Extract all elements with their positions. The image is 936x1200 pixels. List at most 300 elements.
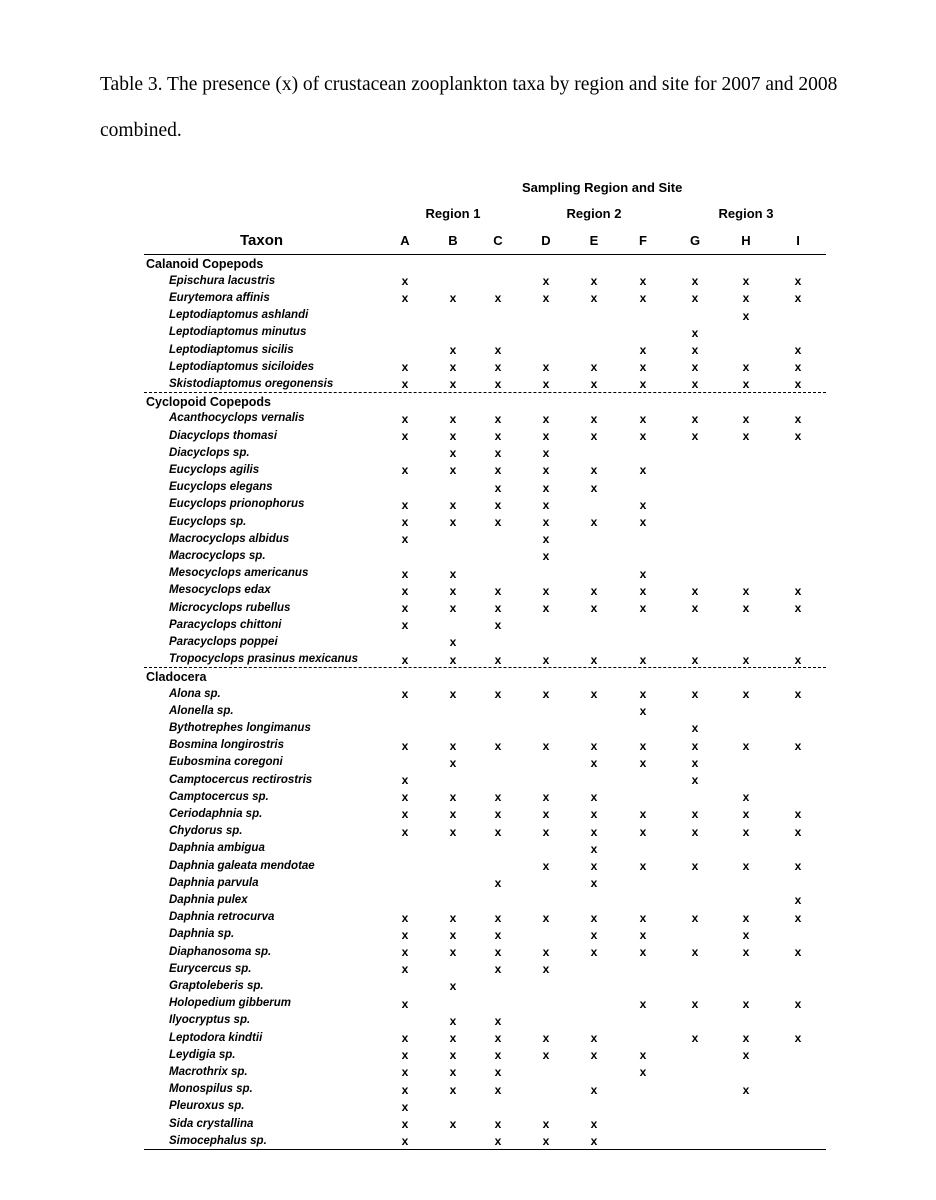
presence-mark: x <box>590 945 598 959</box>
presence-mark: x <box>401 1031 409 1045</box>
presence-mark: x <box>542 1048 550 1063</box>
presence-mark: x <box>401 687 409 701</box>
presence-mark: x <box>542 446 550 461</box>
presence-mark: x <box>590 790 598 805</box>
presence-mark: x <box>639 601 647 615</box>
taxon-name: Graptoleberis sp. <box>169 979 264 992</box>
presence-mark: x <box>639 429 647 443</box>
presence-mark: x <box>494 429 502 443</box>
presence-mark: x <box>590 910 598 925</box>
presence-mark: x <box>401 652 409 667</box>
presence-mark: x <box>794 652 802 667</box>
presence-mark: x <box>691 652 699 667</box>
presence-mark: x <box>639 343 647 357</box>
presence-mark: x <box>449 291 457 306</box>
presence-mark: x <box>590 1082 598 1097</box>
presence-mark: x <box>401 497 409 512</box>
presence-mark: x <box>494 652 502 667</box>
presence-mark: x <box>639 497 647 512</box>
presence-mark: x <box>542 807 550 822</box>
presence-mark: x <box>542 515 550 529</box>
site-header-b: B <box>448 233 458 248</box>
presence-mark: x <box>691 377 699 392</box>
presence-mark: x <box>449 652 457 667</box>
taxon-name: Daphnia ambigua <box>169 842 265 855</box>
presence-mark: x <box>691 738 699 753</box>
taxon-name: Leptodiaptomus minutus <box>169 326 307 339</box>
presence-mark: x <box>590 859 598 873</box>
presence-mark: x <box>494 377 502 392</box>
presence-mark: x <box>449 343 457 357</box>
presence-mark: x <box>742 583 750 598</box>
taxon-name: Alonella sp. <box>169 704 234 717</box>
site-header-a: A <box>400 233 410 248</box>
presence-mark: x <box>542 583 550 598</box>
taxon-name: Bosmina longirostris <box>169 739 285 752</box>
taxon-name: Daphnia galeata mendotae <box>169 859 315 872</box>
presence-mark: x <box>590 377 598 392</box>
presence-mark: x <box>590 515 598 529</box>
presence-mark: x <box>401 807 409 822</box>
presence-mark: x <box>590 824 598 839</box>
group-divider <box>144 392 826 393</box>
presence-mark: x <box>494 945 502 959</box>
taxon-name: Macrocyclops albidus <box>169 532 290 545</box>
presence-mark: x <box>639 996 647 1011</box>
presence-mark: x <box>449 497 457 512</box>
presence-mark: x <box>794 377 802 392</box>
presence-mark: x <box>742 910 750 925</box>
presence-mark: x <box>794 738 802 753</box>
presence-mark: x <box>401 945 409 959</box>
presence-mark: x <box>449 463 457 478</box>
presence-mark: x <box>639 515 647 529</box>
taxon-name: Eurytemora affinis <box>169 291 270 304</box>
presence-mark: x <box>639 704 647 719</box>
presence-mark: x <box>639 360 647 375</box>
presence-mark: x <box>494 497 502 512</box>
taxon-name: Bythotrephes longimanus <box>169 721 311 734</box>
presence-mark: x <box>449 790 457 805</box>
presence-mark: x <box>590 652 598 667</box>
presence-mark: x <box>794 807 802 822</box>
presence-mark: x <box>494 480 502 495</box>
presence-mark: x <box>794 274 802 289</box>
taxon-name: Tropocyclops prasinus mexicanus <box>169 653 358 666</box>
presence-mark: x <box>449 910 457 925</box>
presence-mark: x <box>639 411 647 426</box>
presence-mark: x <box>590 480 598 495</box>
presence-mark: x <box>639 738 647 753</box>
presence-mark: x <box>401 618 409 633</box>
presence-mark: x <box>449 566 457 581</box>
presence-mark: x <box>401 411 409 426</box>
region-header-2: Region 2 <box>566 206 622 221</box>
presence-mark: x <box>494 687 502 701</box>
presence-mark: x <box>691 343 699 357</box>
presence-mark: x <box>639 945 647 959</box>
presence-mark: x <box>449 1031 457 1045</box>
presence-mark: x <box>590 1048 598 1063</box>
presence-mark: x <box>401 429 409 443</box>
presence-mark: x <box>794 859 802 873</box>
presence-mark: x <box>449 927 457 942</box>
presence-mark: x <box>401 1099 409 1114</box>
presence-mark: x <box>742 291 750 306</box>
presence-mark: x <box>449 1082 457 1097</box>
taxon-name: Leydigia sp. <box>169 1048 236 1061</box>
presence-mark: x <box>639 1065 647 1080</box>
presence-mark: x <box>494 360 502 375</box>
taxon-name: Leptodiaptomus ashlandi <box>169 309 309 322</box>
presence-mark: x <box>794 601 802 615</box>
presence-mark: x <box>794 824 802 839</box>
presence-mark: x <box>590 583 598 598</box>
site-header-g: G <box>689 233 701 248</box>
presence-mark: x <box>590 1134 598 1149</box>
presence-mark: x <box>542 480 550 495</box>
presence-mark: x <box>494 738 502 753</box>
presence-mark: x <box>449 446 457 461</box>
presence-mark: x <box>691 274 699 289</box>
presence-mark: x <box>494 1065 502 1080</box>
presence-mark: x <box>401 927 409 942</box>
presence-mark: x <box>401 291 409 306</box>
taxon-name: Pleuroxus sp. <box>169 1100 245 1113</box>
presence-mark: x <box>542 962 550 977</box>
presence-mark: x <box>494 463 502 478</box>
presence-mark: x <box>639 652 647 667</box>
presence-mark: x <box>590 841 598 856</box>
presence-mark: x <box>401 583 409 598</box>
region-header-3: Region 3 <box>718 206 774 221</box>
site-header-h: H <box>741 233 751 248</box>
presence-mark: x <box>590 876 598 891</box>
presence-mark: x <box>742 360 750 375</box>
presence-mark: x <box>742 738 750 753</box>
presence-mark: x <box>494 876 502 891</box>
presence-mark: x <box>449 738 457 753</box>
presence-mark: x <box>794 429 802 443</box>
presence-mark: x <box>401 1134 409 1149</box>
taxon-name: Daphnia retrocurva <box>169 911 275 924</box>
presence-mark: x <box>401 738 409 753</box>
presence-mark: x <box>691 687 699 701</box>
taxon-name: Diacyclops thomasi <box>169 429 278 442</box>
presence-mark: x <box>794 1031 802 1045</box>
presence-mark: x <box>691 601 699 615</box>
presence-mark: x <box>691 996 699 1011</box>
presence-mark: x <box>542 532 550 547</box>
taxon-name: Simocephalus sp. <box>169 1134 267 1147</box>
taxon-name: Macrothrix sp. <box>169 1065 248 1078</box>
presence-mark: x <box>542 687 550 701</box>
taxon-name: Mesocyclops edax <box>169 584 271 597</box>
presence-mark: x <box>542 549 550 564</box>
taxon-name: Daphnia pulex <box>169 893 248 906</box>
presence-mark: x <box>449 635 457 650</box>
presence-mark: x <box>542 824 550 839</box>
taxon-name: Eucyclops elegans <box>169 481 273 494</box>
presence-mark: x <box>401 1117 409 1131</box>
taxon-name: Diacyclops sp. <box>169 446 250 459</box>
presence-mark: x <box>794 291 802 306</box>
presence-mark: x <box>742 859 750 873</box>
presence-mark: x <box>639 927 647 942</box>
presence-mark: x <box>590 601 598 615</box>
presence-mark: x <box>742 807 750 822</box>
presence-mark: x <box>542 497 550 512</box>
presence-mark: x <box>401 790 409 805</box>
presence-mark: x <box>542 652 550 667</box>
presence-mark: x <box>401 1065 409 1080</box>
taxon-name: Chydorus sp. <box>169 825 243 838</box>
presence-mark: x <box>449 1048 457 1063</box>
presence-mark: x <box>401 377 409 392</box>
presence-mark: x <box>449 411 457 426</box>
group-divider <box>144 667 826 668</box>
presence-mark: x <box>542 601 550 615</box>
presence-mark: x <box>691 360 699 375</box>
presence-mark: x <box>449 1013 457 1028</box>
presence-mark: x <box>494 601 502 615</box>
table-caption: Table 3. The presence (x) of crustacean zooplankton taxa by region and site for 2007 and 2008 combined. <box>100 74 838 141</box>
presence-mark: x <box>794 996 802 1011</box>
presence-mark: x <box>590 360 598 375</box>
taxon-name: Paracyclops chittoni <box>169 618 282 631</box>
presence-mark: x <box>590 463 598 478</box>
presence-mark: x <box>639 463 647 478</box>
presence-mark: x <box>494 618 502 633</box>
presence-mark: x <box>590 687 598 701</box>
presence-mark: x <box>494 1082 502 1097</box>
site-header-i: I <box>796 233 800 248</box>
taxon-name: Leptodiaptomus siciloides <box>169 360 315 373</box>
taxon-name: Eucyclops prionophorus <box>169 498 305 511</box>
presence-mark: x <box>794 945 802 959</box>
presence-mark: x <box>742 687 750 701</box>
taxon-name: Daphnia sp. <box>169 928 235 941</box>
presence-mark: x <box>542 1031 550 1045</box>
presence-mark: x <box>794 687 802 701</box>
presence-mark: x <box>590 1117 598 1131</box>
presence-mark: x <box>639 566 647 581</box>
presence-mark: x <box>590 738 598 753</box>
presence-mark: x <box>691 583 699 598</box>
presence-mark: x <box>401 566 409 581</box>
presence-mark: x <box>449 360 457 375</box>
presence-mark: x <box>691 859 699 873</box>
site-header-f: F <box>639 233 647 248</box>
presence-mark: x <box>742 790 750 805</box>
presence-mark: x <box>794 910 802 925</box>
taxon-name: Sida crystallina <box>169 1117 254 1130</box>
presence-mark: x <box>494 1031 502 1045</box>
presence-mark: x <box>639 274 647 289</box>
presence-mark: x <box>494 411 502 426</box>
presence-mark: x <box>542 274 550 289</box>
presence-mark: x <box>639 755 647 770</box>
taxon-name: Eucyclops agilis <box>169 463 260 476</box>
taxon-name: Epischura lacustris <box>169 274 276 287</box>
presence-mark: x <box>742 927 750 942</box>
presence-mark: x <box>691 721 699 736</box>
presence-mark: x <box>494 1134 502 1149</box>
group-heading: Calanoid Copepods <box>146 257 264 271</box>
presence-mark: x <box>590 274 598 289</box>
presence-mark: x <box>639 859 647 873</box>
site-header-c: C <box>493 233 503 248</box>
presence-mark: x <box>742 274 750 289</box>
presence-mark: x <box>401 910 409 925</box>
presence-mark: x <box>449 979 457 994</box>
presence-mark: x <box>542 945 550 959</box>
presence-mark: x <box>639 807 647 822</box>
region-header-1: Region 1 <box>425 206 481 221</box>
header-rule <box>144 254 826 255</box>
presence-mark: x <box>449 601 457 615</box>
presence-mark: x <box>542 377 550 392</box>
presence-mark: x <box>401 463 409 478</box>
presence-mark: x <box>542 1117 550 1131</box>
presence-mark: x <box>542 859 550 873</box>
presence-mark: x <box>542 790 550 805</box>
presence-mark: x <box>401 962 409 977</box>
presence-mark: x <box>794 343 802 357</box>
presence-mark: x <box>449 377 457 392</box>
taxon-name: Alona sp. <box>169 687 221 700</box>
presence-mark: x <box>494 515 502 529</box>
presence-mark: x <box>691 1031 699 1045</box>
presence-mark: x <box>590 429 598 443</box>
presence-mark: x <box>494 446 502 461</box>
presence-mark: x <box>639 1048 647 1063</box>
presence-mark: x <box>494 583 502 598</box>
presence-mark: x <box>742 1082 750 1097</box>
presence-mark: x <box>742 308 750 323</box>
taxon-name: Diaphanosoma sp. <box>169 945 272 958</box>
presence-mark: x <box>494 1048 502 1063</box>
presence-mark: x <box>742 601 750 615</box>
presence-mark: x <box>401 1048 409 1063</box>
taxon-column-header: Taxon <box>240 232 284 249</box>
presence-mark: x <box>590 807 598 822</box>
presence-mark: x <box>494 807 502 822</box>
taxon-name: Microcyclops rubellus <box>169 601 291 614</box>
presence-mark: x <box>742 411 750 426</box>
presence-mark: x <box>639 687 647 701</box>
taxon-name: Acanthocyclops vernalis <box>169 412 305 425</box>
presence-mark: x <box>639 824 647 839</box>
presence-mark: x <box>449 807 457 822</box>
presence-mark: x <box>794 893 802 908</box>
group-heading: Cyclopoid Copepods <box>146 394 271 409</box>
presence-mark: x <box>542 360 550 375</box>
taxon-name: Holopedium gibberum <box>169 997 292 1010</box>
taxon-name: Monospilus sp. <box>169 1083 253 1096</box>
presence-mark: x <box>590 411 598 426</box>
presence-mark: x <box>401 601 409 615</box>
presence-mark: x <box>590 1031 598 1045</box>
presence-mark: x <box>542 738 550 753</box>
taxon-name: Leptodiaptomus sicilis <box>169 343 294 356</box>
taxon-name: Eucyclops sp. <box>169 515 247 528</box>
taxon-name: Ilyocryptus sp. <box>169 1014 251 1027</box>
taxon-name: Eurycercus sp. <box>169 962 252 975</box>
presence-mark: x <box>449 583 457 598</box>
presence-mark: x <box>401 1082 409 1097</box>
presence-mark: x <box>401 360 409 375</box>
presence-mark: x <box>691 807 699 822</box>
presence-mark: x <box>691 824 699 839</box>
presence-mark: x <box>449 945 457 959</box>
taxon-name: Paracyclops poppei <box>169 635 278 648</box>
table-bottom-rule <box>144 1149 826 1150</box>
presence-mark: x <box>449 687 457 701</box>
presence-mark: x <box>449 1117 457 1131</box>
presence-mark: x <box>494 910 502 925</box>
taxon-name: Eubosmina coregoni <box>169 756 283 769</box>
taxon-name: Daphnia parvula <box>169 876 259 889</box>
presence-mark: x <box>494 291 502 306</box>
presence-mark: x <box>494 962 502 977</box>
table-supertitle: Sampling Region and Site <box>522 180 683 195</box>
presence-mark: x <box>449 515 457 529</box>
presence-mark: x <box>494 1013 502 1028</box>
group-heading: Cladocera <box>146 669 207 684</box>
presence-mark: x <box>590 291 598 306</box>
taxon-name: Macrocyclops sp. <box>169 549 266 562</box>
presence-mark: x <box>691 325 699 340</box>
taxon-name: Ceriodaphnia sp. <box>169 807 263 820</box>
presence-mark: x <box>590 755 598 770</box>
presence-mark: x <box>401 824 409 839</box>
presence-mark: x <box>639 583 647 598</box>
site-header-d: D <box>541 233 551 248</box>
presence-mark: x <box>494 790 502 805</box>
taxon-name: Mesocyclops americanus <box>169 567 309 580</box>
presence-mark: x <box>449 429 457 443</box>
presence-mark: x <box>449 1065 457 1080</box>
presence-mark: x <box>542 411 550 426</box>
presence-mark: x <box>494 927 502 942</box>
presence-mark: x <box>401 532 409 547</box>
presence-mark: x <box>494 1117 502 1131</box>
presence-mark: x <box>542 291 550 306</box>
presence-mark: x <box>401 274 409 289</box>
presence-mark: x <box>401 515 409 529</box>
presence-mark: x <box>742 1048 750 1063</box>
presence-mark: x <box>494 824 502 839</box>
presence-mark: x <box>542 1134 550 1149</box>
presence-mark: x <box>691 945 699 959</box>
taxon-name: Camptocercus sp. <box>169 790 269 803</box>
presence-mark: x <box>691 291 699 306</box>
presence-mark: x <box>742 945 750 959</box>
taxon-name: Leptodora kindtii <box>169 1031 263 1044</box>
presence-mark: x <box>639 910 647 925</box>
site-header-e: E <box>589 233 599 248</box>
presence-mark: x <box>639 377 647 392</box>
presence-mark: x <box>449 824 457 839</box>
presence-mark: x <box>449 755 457 770</box>
presence-mark: x <box>742 652 750 667</box>
presence-mark: x <box>401 996 409 1011</box>
presence-mark: x <box>742 996 750 1011</box>
presence-mark: x <box>691 411 699 426</box>
presence-mark: x <box>691 755 699 770</box>
presence-mark: x <box>542 463 550 478</box>
